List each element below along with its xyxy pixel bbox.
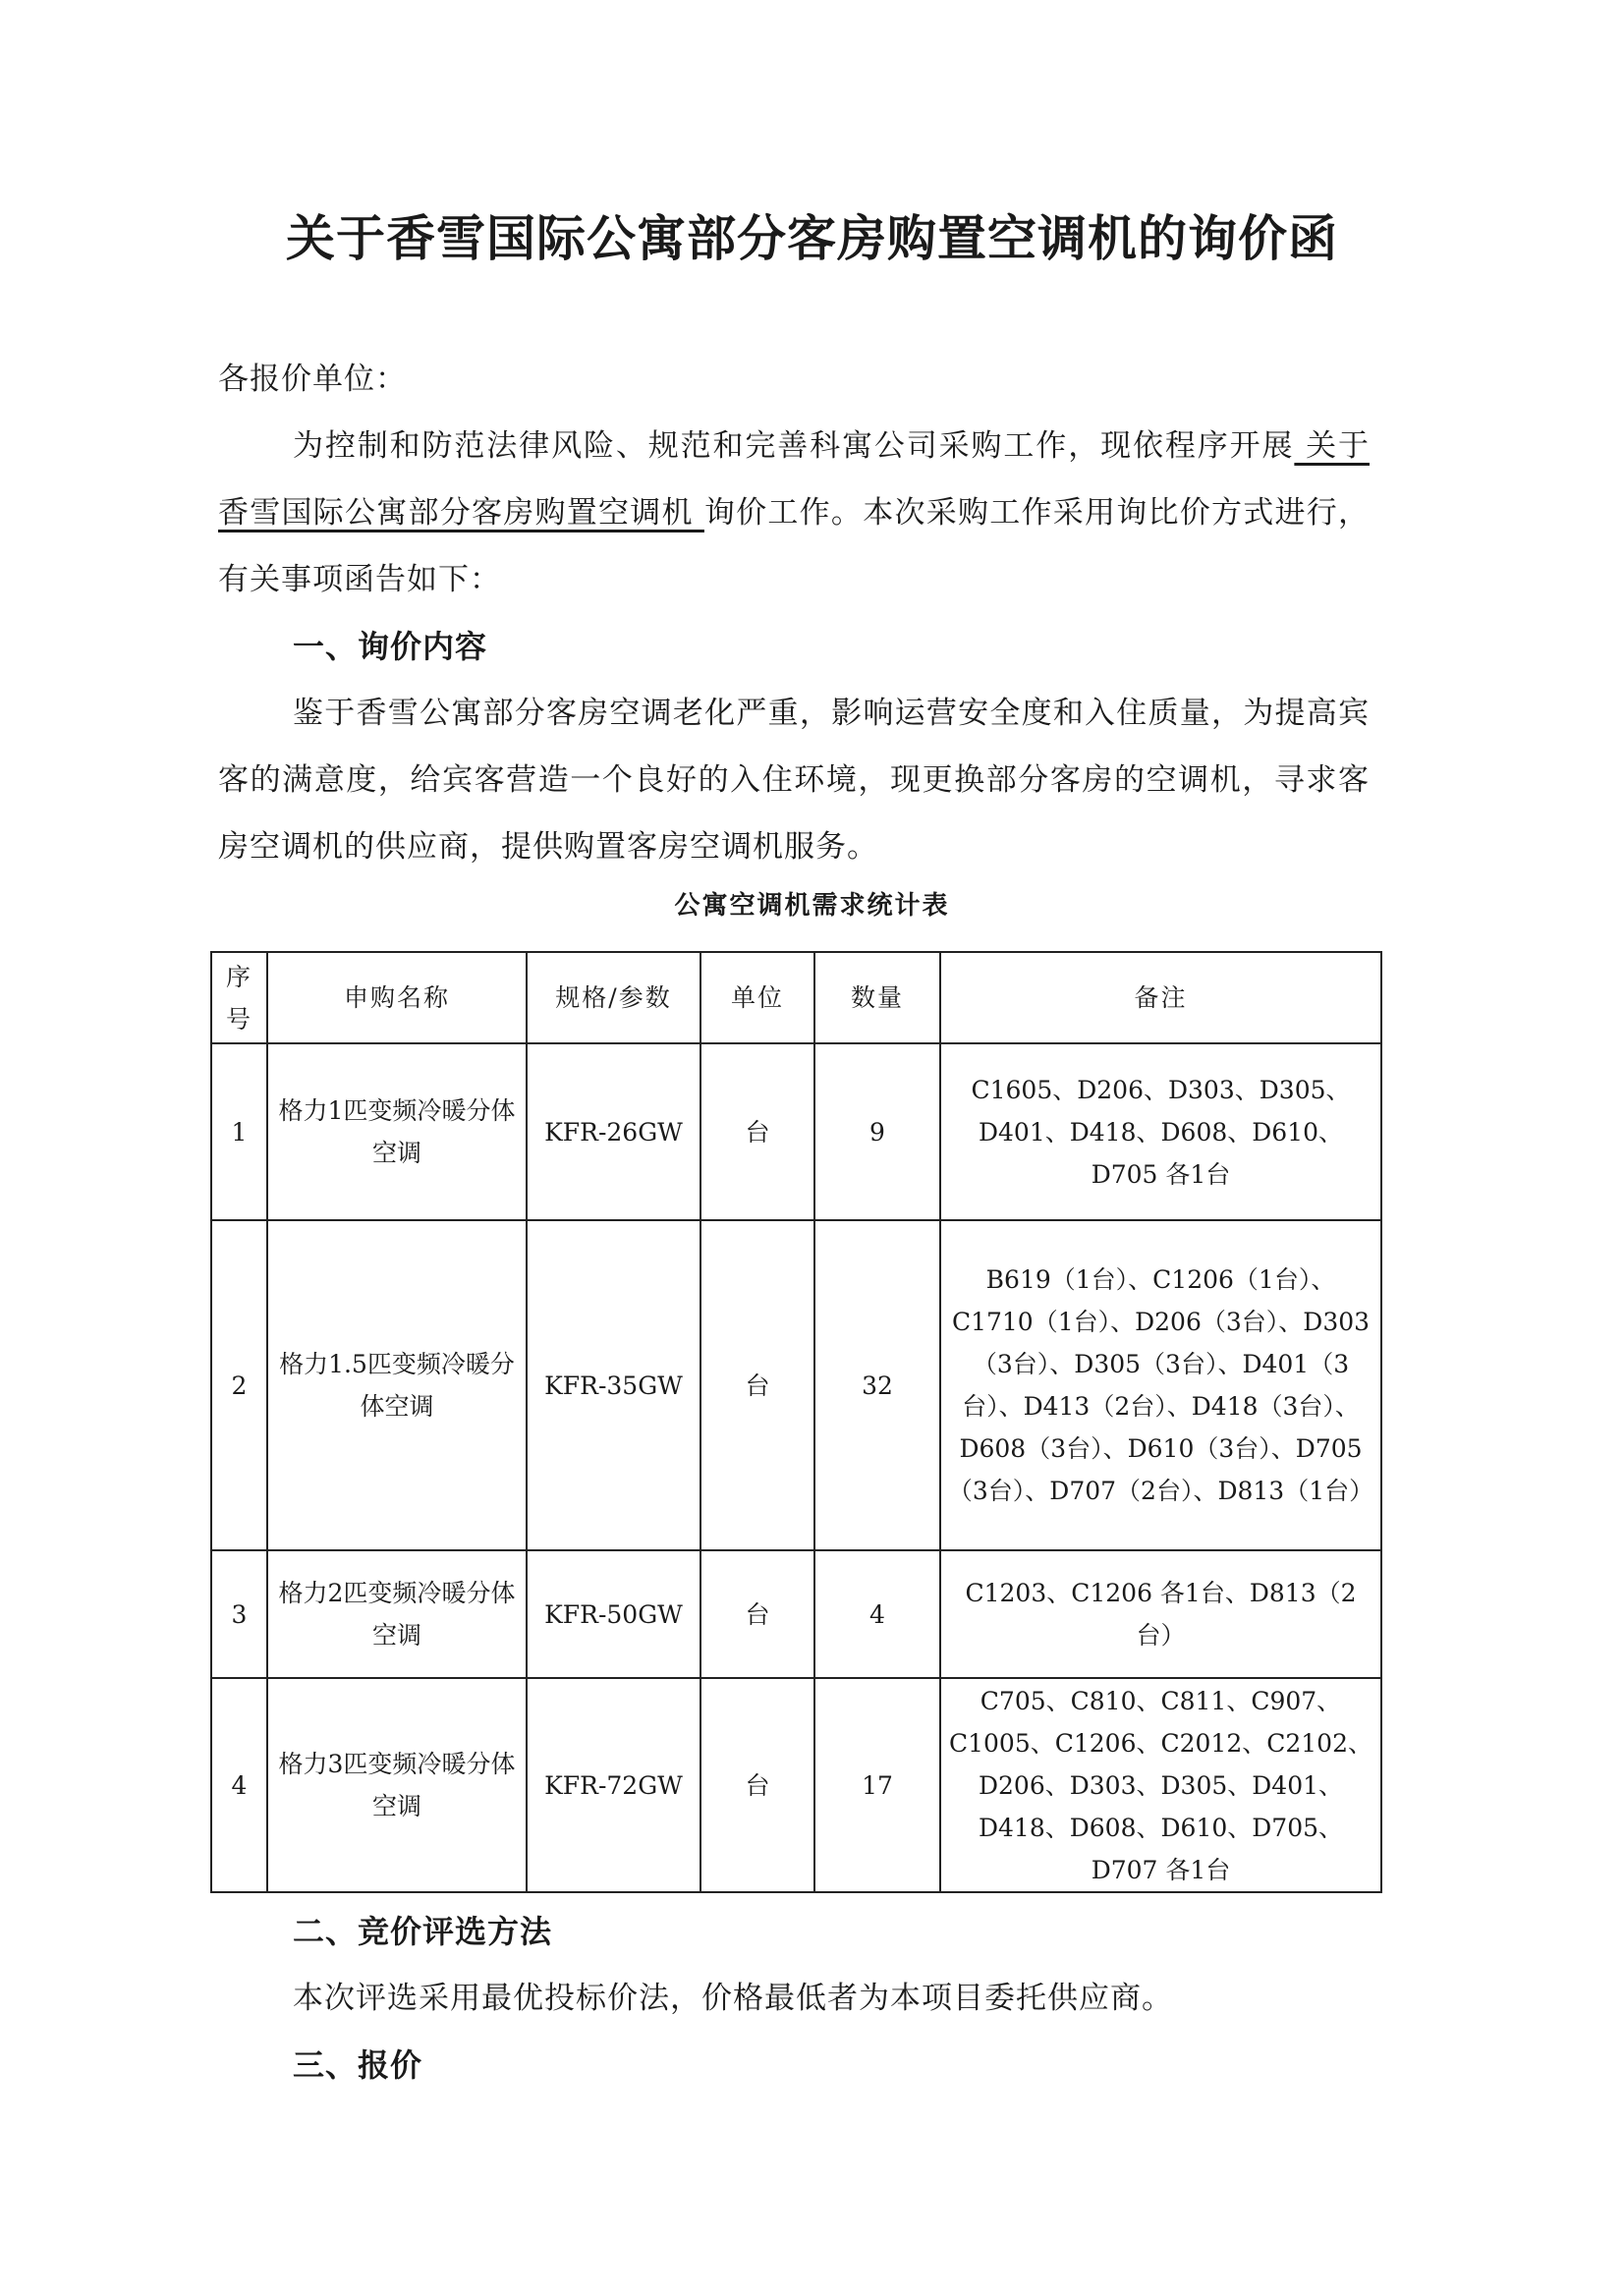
section2-body: 本次评选采用最优投标价法，价格最低者为本项目委托供应商。 (293, 1981, 1173, 2016)
salutation: 各报价单位： (218, 362, 407, 397)
header-unit: 单位 (700, 952, 814, 1043)
intro-paragraph (218, 413, 1370, 613)
cell-name: 格力1.5匹变频冷暖分体空调 (267, 1220, 527, 1550)
header-no: 序号 (211, 952, 267, 1043)
cell-unit: 台 (700, 1678, 814, 1892)
cell-name: 格力2匹变频冷暖分体空调 (267, 1550, 527, 1678)
intro-text-before: 为控制和防范法律风险、规范和完善科寓公司采购工作，现依程序开展 (293, 428, 1295, 464)
cell-spec: KFR-26GW (527, 1043, 700, 1220)
section1-body: 鉴于香雪公寓部分客房空调老化严重，影响运营安全度和入住质量，为提高宾客的满意度，给宾客营造一个良好的入住环境，现更换部分客房的空调机，寻求客房空调机的供应商，提供购置客房空调机服务。 (218, 696, 1370, 865)
cell-qty: 4 (814, 1550, 940, 1678)
header-note: 备注 (940, 952, 1381, 1043)
table-row (211, 1550, 1381, 1678)
cell-unit: 台 (700, 1220, 814, 1550)
table-header-row (211, 952, 1381, 1043)
header-spec: 规格/参数 (527, 952, 700, 1043)
cell-qty: 17 (814, 1678, 940, 1892)
cell-no: 2 (211, 1220, 267, 1550)
section2-heading: 二、竞价评选方法 (293, 1913, 553, 1950)
header-qty: 数量 (814, 952, 940, 1043)
requirements-table (210, 951, 1382, 1893)
section3-heading: 三、报价 (293, 2046, 423, 2084)
section1-heading: 一、询价内容 (293, 628, 488, 665)
cell-spec: KFR-72GW (527, 1678, 700, 1892)
cell-note: C705、C810、C811、C907、C1005、C1206、C2012、C2102、D206、D303、D305、D401、D418、D608、D610、D705、D707 各1台 (940, 1678, 1381, 1892)
cell-name: 格力1匹变频冷暖分体空调 (267, 1043, 527, 1220)
intro-text-after: 询价工作。本次采购工作采用询比价方式进行，有关事项函告如下： (218, 495, 1370, 597)
cell-no: 4 (211, 1678, 267, 1892)
cell-qty: 9 (814, 1043, 940, 1220)
table-row (211, 1678, 1381, 1892)
cell-no: 3 (211, 1550, 267, 1678)
table-row (211, 1220, 1381, 1550)
cell-note: C1605、D206、D303、D305、D401、D418、D608、D610、D705 各1台 (940, 1043, 1381, 1220)
cell-unit: 台 (700, 1043, 814, 1220)
header-name: 申购名称 (267, 952, 527, 1043)
cell-spec: KFR-35GW (527, 1220, 700, 1550)
document-title: 关于香雪国际公寓部分客房购置空调机的询价函 (286, 210, 1338, 267)
cell-spec: KFR-50GW (527, 1550, 700, 1678)
table-row (211, 1043, 1381, 1220)
cell-note: B619（1台）、C1206（1台）、C1710（1台）、D206（3台）、D303（3台）、D305（3台）、D401（3台）、D413（2台）、D418（3台）、D608（3台）、D610（3台）、D705（3台）、D707（2台）、D813（1台） (940, 1220, 1381, 1550)
cell-no: 1 (211, 1043, 267, 1220)
cell-name: 格力3匹变频冷暖分体空调 (267, 1678, 527, 1892)
cell-note: C1203、C1206 各1台、D813（2台） (940, 1550, 1381, 1678)
cell-unit: 台 (700, 1550, 814, 1678)
intro-project-name: 关于香雪国际公寓部分客房购置空调机 (218, 428, 1370, 531)
table-caption: 公寓空调机需求统计表 (674, 891, 950, 921)
cell-qty: 32 (814, 1220, 940, 1550)
